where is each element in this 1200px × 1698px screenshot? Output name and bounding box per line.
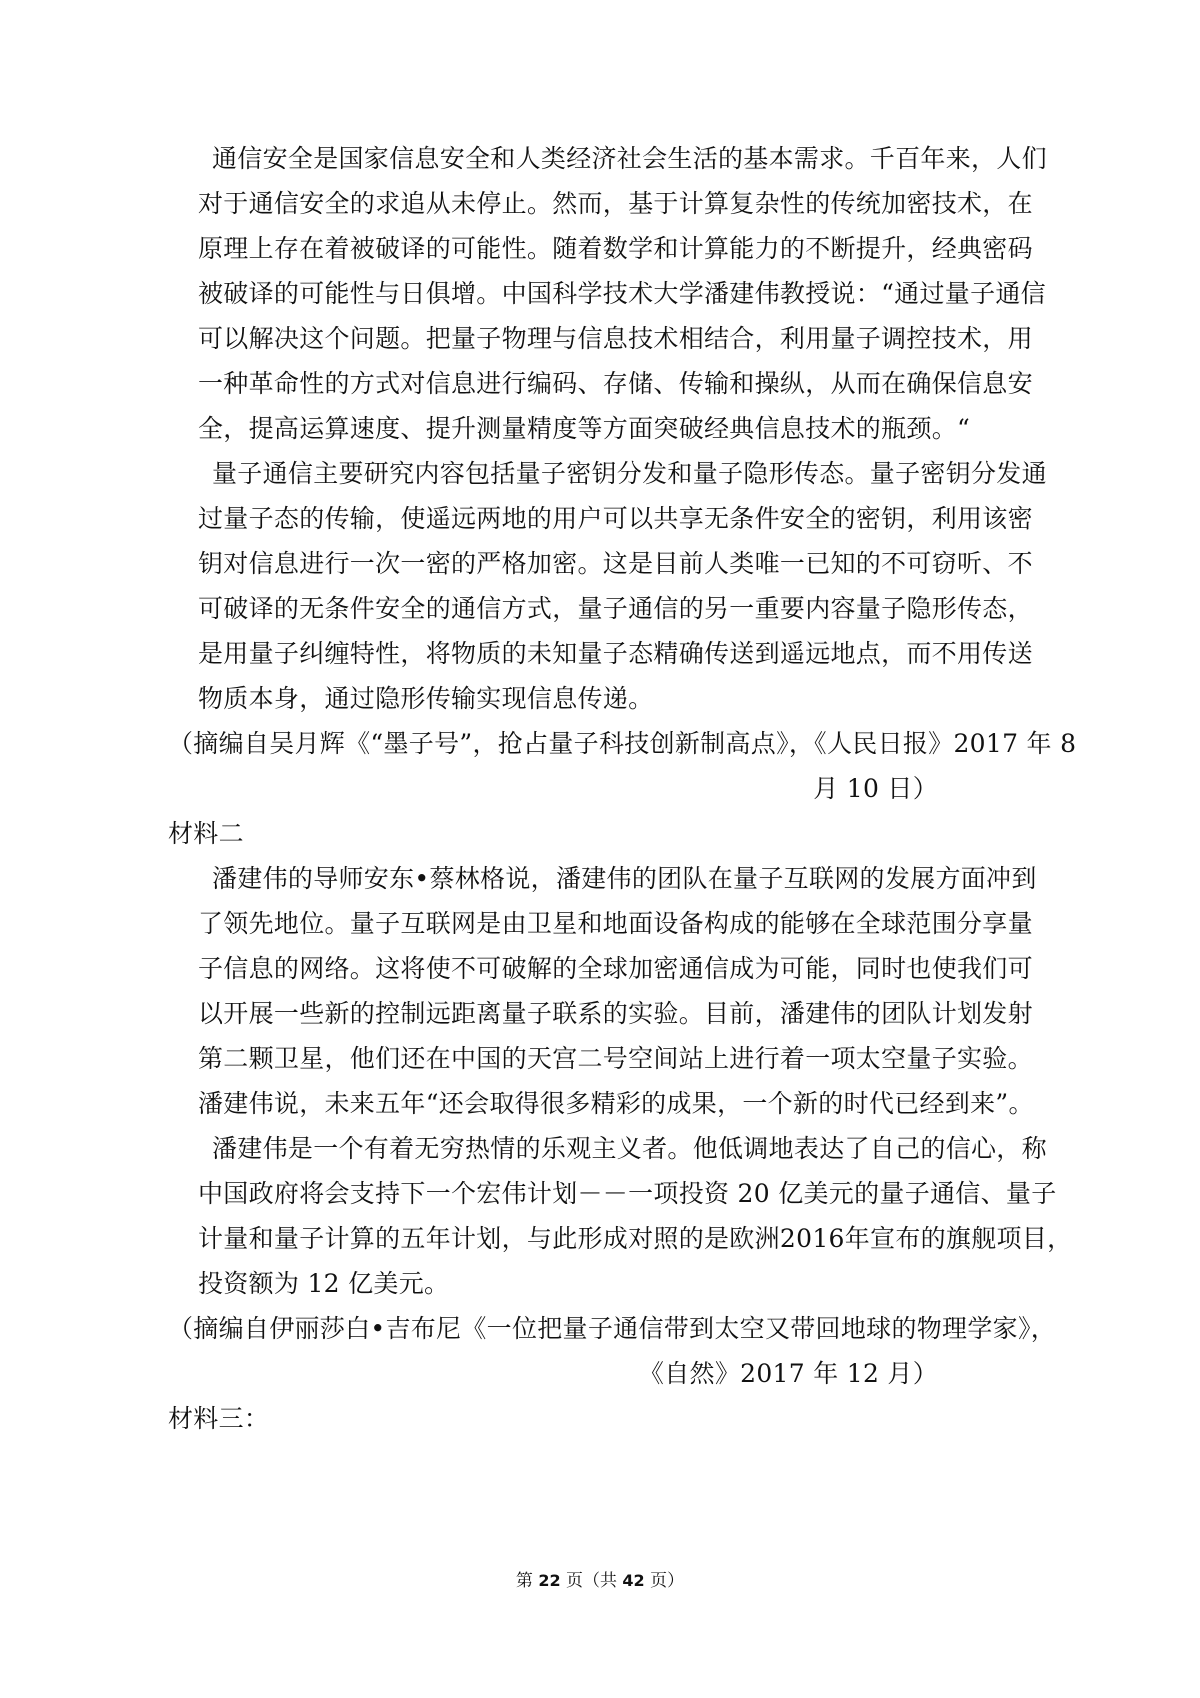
- citation-line: （摘编自吴月辉《“墨子号”，抢占量子科技创新制高点》，《人民日报》2017 年 8: [168, 729, 1077, 758]
- footer-prefix: 第: [515, 1571, 539, 1591]
- text-line: 投资额为 12 亿美元。: [198, 1269, 450, 1298]
- text-line: 对于通信安全的求追从未停止。然而，基于计算复杂性的传统加密技术，在: [198, 189, 1033, 218]
- text-line: 子信息的网络。这将使不可破解的全球加密通信成为可能，同时也使我们可: [198, 954, 1033, 983]
- footer-middle: 页（共: [560, 1571, 623, 1591]
- citation-line: 《自然》2017 年 12 月）: [638, 1359, 938, 1388]
- text-line: 原理上存在着被破译的可能性。随着数学和计算能力的不断提升，经典密码: [198, 234, 1033, 263]
- text-line: 中国政府将会支持下一个宏伟计划－－一项投资 20 亿美元的量子通信、量子: [198, 1179, 1057, 1208]
- text-line: 一种革命性的方式对信息进行编码、存储、传输和操纵，从而在确保信息安: [198, 369, 1033, 398]
- text-line: 可破译的无条件安全的通信方式，量子通信的另一重要内容量子隐形传态，: [198, 594, 1033, 623]
- text-line: 全，提高运算速度、提升测量精度等方面突破经典信息技术的瓶颈。“: [198, 414, 971, 443]
- section-heading-material-2: 材料二: [168, 819, 244, 848]
- text-line: 潘建伟是一个有着无穷热情的乐观主义者。他低调地表达了自己的信心，称: [212, 1134, 1047, 1163]
- text-line: 了领先地位。量子互联网是由卫星和地面设备构成的能够在全球范围分享量: [198, 909, 1033, 938]
- text-line: 是用量子纠缠特性，将物质的未知量子态精确传送到遥远地点，而不用传送: [198, 639, 1033, 668]
- footer-suffix: 页）: [644, 1571, 685, 1591]
- citation-line: 月 10 日）: [813, 774, 938, 803]
- page-footer: [0, 1570, 1200, 1592]
- text-line: 潘建伟说，未来五年“还会取得很多精彩的成果，一个新的时代已经到来”。: [198, 1089, 1034, 1118]
- text-line: 物质本身，通过隐形传输实现信息传递。: [198, 684, 654, 713]
- text-line: 以开展一些新的控制远距离量子联系的实验。目前，潘建伟的团队计划发射: [198, 999, 1033, 1028]
- text-line: 计量和量子计算的五年计划，与此形成对照的是欧洲2016年宣布的旗舰项目，: [198, 1224, 1073, 1253]
- footer-page-number: 22: [538, 1571, 561, 1590]
- section-heading-material-3: 材料三：: [168, 1404, 270, 1433]
- text-line: 过量子态的传输，使遥远两地的用户可以共享无条件安全的密钥，利用该密: [198, 504, 1033, 533]
- text-line: 潘建伟的导师安东•蔡林格说，潘建伟的团队在量子互联网的发展方面冲到: [212, 864, 1037, 893]
- text-line: 钥对信息进行一次一密的严格加密。这是目前人类唯一已知的不可窃听、不: [198, 549, 1033, 578]
- footer-total-pages: 42: [622, 1571, 645, 1590]
- citation-line: （摘编自伊丽莎白•吉布尼《一位把量子通信带到太空又带回地球的物理学家》，: [168, 1314, 1057, 1343]
- text-line: 被破译的可能性与日俱增。中国科学技术大学潘建伟教授说：“通过量子通信: [198, 279, 1046, 308]
- text-line: 量子通信主要研究内容包括量子密钥分发和量子隐形传态。量子密钥分发通: [212, 459, 1047, 488]
- text-line: 通信安全是国家信息安全和人类经济社会生活的基本需求。千百年来，人们: [212, 144, 1047, 173]
- text-line: 第二颗卫星，他们还在中国的天宫二号空间站上进行着一项太空量子实验。: [198, 1044, 1033, 1073]
- text-line: 可以解决这个问题。把量子物理与信息技术相结合，利用量子调控技术，用: [198, 324, 1033, 353]
